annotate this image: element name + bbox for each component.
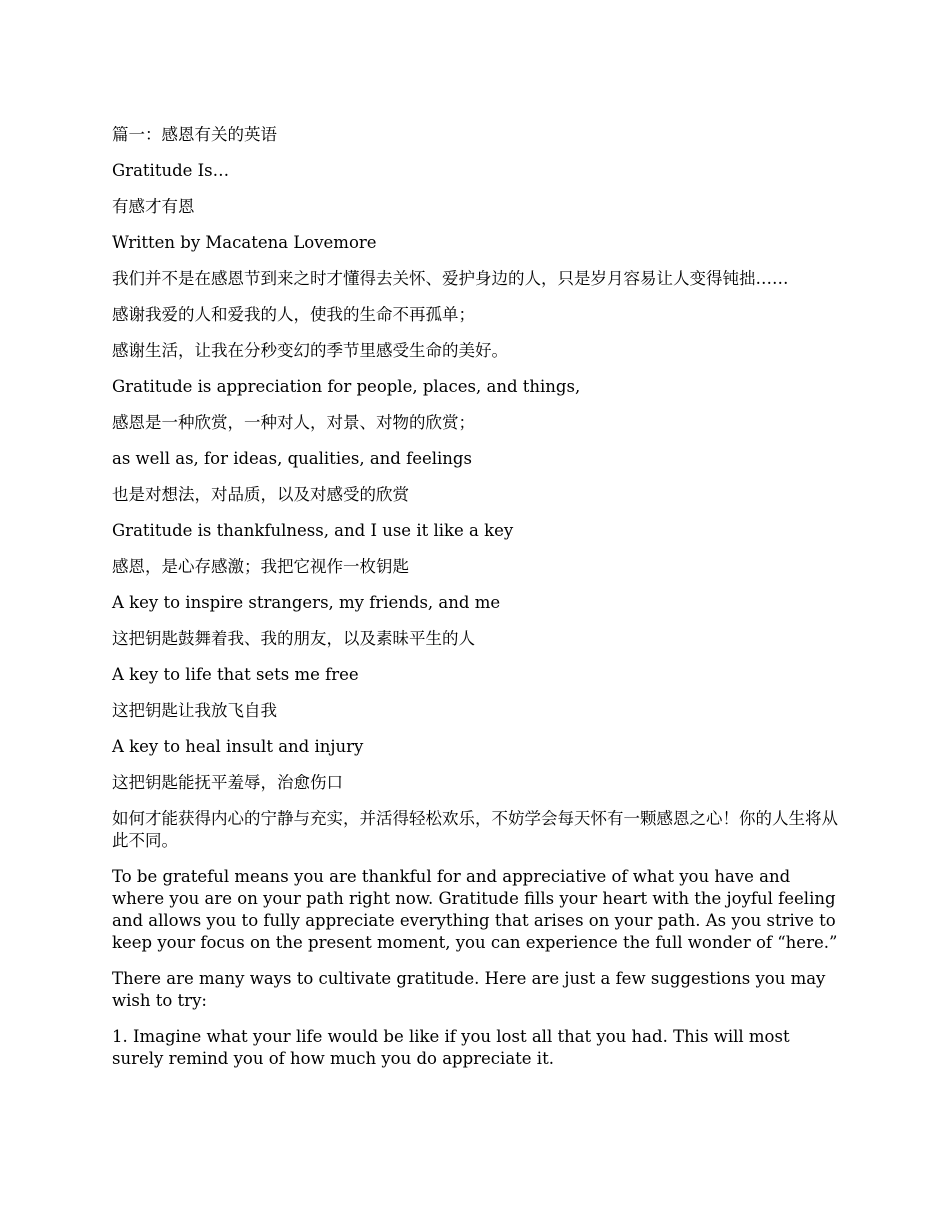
- thanks-line-1: 感谢我爱的人和爱我的人，使我的生命不再孤单；: [112, 305, 475, 324]
- document-body: [112, 124, 840, 1084]
- poem-line-zh: 感恩，是心存感激；我把它视作一枚钥匙: [112, 557, 409, 576]
- poem-line-en: as well as, for ideas, qualities, and feelings: [112, 449, 472, 468]
- summary-paragraph-zh: 如何才能获得内心的宁静与充实，并活得轻松欢乐，不妨学会每天怀有一颗感恩之心！你的人生将从此不同。: [112, 809, 838, 850]
- poem-line-en: Gratitude is appreciation for people, places, and things,: [112, 377, 581, 396]
- list-item: 1. Imagine what your life would be like if you lost all that you had. This will most surely remind you of how much you do appreciate it.: [112, 1027, 790, 1068]
- intro-paragraph: 我们并不是在感恩节到来之时才懂得去关怀、爱护身边的人，只是岁月容易让人变得钝拙……: [112, 269, 789, 288]
- poem-line-en: A key to inspire strangers, my friends, and me: [112, 593, 501, 612]
- body-paragraph-en: To be grateful means you are thankful for and appreciative of what you have and where you are on your path right now. Gratitude fills your heart with the joyful feeling and allows you to fully appreciate everything that arises on your path. As you strive to keep your focus on the present moment, you can experience the full wonder of “here.”: [112, 867, 838, 952]
- author-line: Written by Macatena Lovemore: [112, 233, 377, 252]
- poem-line-zh: 这把钥匙鼓舞着我、我的朋友，以及素昧平生的人: [112, 629, 475, 648]
- poem-line-zh: 感恩是一种欣赏，一种对人，对景、对物的欣赏；: [112, 413, 475, 432]
- poem-line-zh: 这把钥匙让我放飞自我: [112, 701, 277, 720]
- thanks-line-2: 感谢生活，让我在分秒变幻的季节里感受生命的美好。: [112, 341, 508, 360]
- body-paragraph-en: There are many ways to cultivate gratitude. Here are just a few suggestions you may wish to try:: [112, 969, 826, 1010]
- poem-line-zh: 也是对想法，对品质，以及对感受的欣赏: [112, 485, 409, 504]
- poem-line-en: A key to heal insult and injury: [112, 737, 364, 756]
- poem-line-en: Gratitude is thankfulness, and I use it like a key: [112, 521, 514, 540]
- poem-line-zh: 这把钥匙能抚平羞辱，治愈伤口: [112, 773, 343, 792]
- poem-title-en: Gratitude Is…: [112, 161, 230, 180]
- poem-title-zh: 有感才有恩: [112, 197, 195, 216]
- section-heading: 篇一：感恩有关的英语: [112, 125, 277, 144]
- poem-line-en: A key to life that sets me free: [112, 665, 359, 684]
